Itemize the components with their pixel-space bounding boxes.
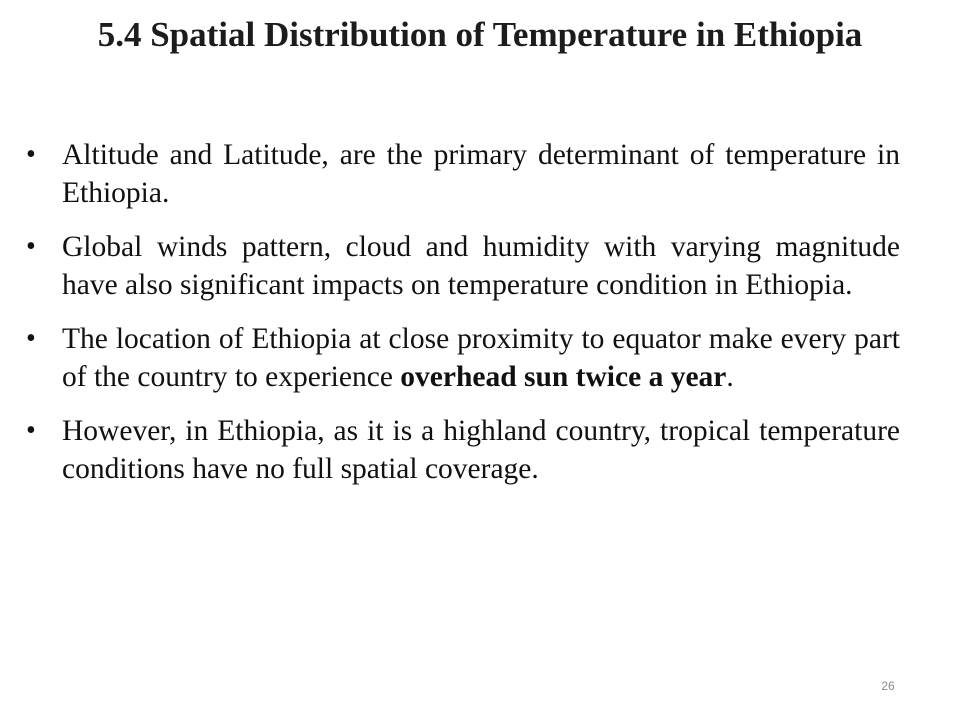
page-number: 26: [881, 679, 895, 693]
bullet-dot-icon: •: [26, 323, 36, 354]
bullet-dot-icon: •: [26, 231, 36, 262]
bullet-item-highland: [26, 412, 900, 488]
bullet-text: Altitude and Latitude, are the primary determinant of temperature in Ethiopia.: [62, 139, 900, 209]
bullet-list: [26, 136, 900, 504]
bullet-text-after: .: [726, 361, 734, 393]
bullet-text: However, in Ethiopia, as it is a highland country, tropical temperature conditions have no full spatial coverage.: [62, 415, 900, 485]
bullet-text-before: The location of Ethiopia at close proximity to equator make every part of the country to experience: [62, 323, 900, 393]
bullet-dot-icon: •: [26, 415, 36, 446]
bullet-text: Global winds pattern, cloud and humidity with varying magnitude have also significant impacts on temperature condition in Ethiopia.: [62, 231, 900, 301]
bullet-dot-icon: •: [26, 139, 36, 170]
bullet-item-altitude-latitude: [26, 136, 900, 212]
bullet-bold-emphasis: overhead sun twice a year: [400, 361, 727, 393]
slide-title: 5.4 Spatial Distribution of Temperature in Ethiopia: [97, 15, 863, 54]
bullet-item-global-winds: [26, 228, 900, 304]
bullet-item-location-equator: [26, 320, 900, 396]
